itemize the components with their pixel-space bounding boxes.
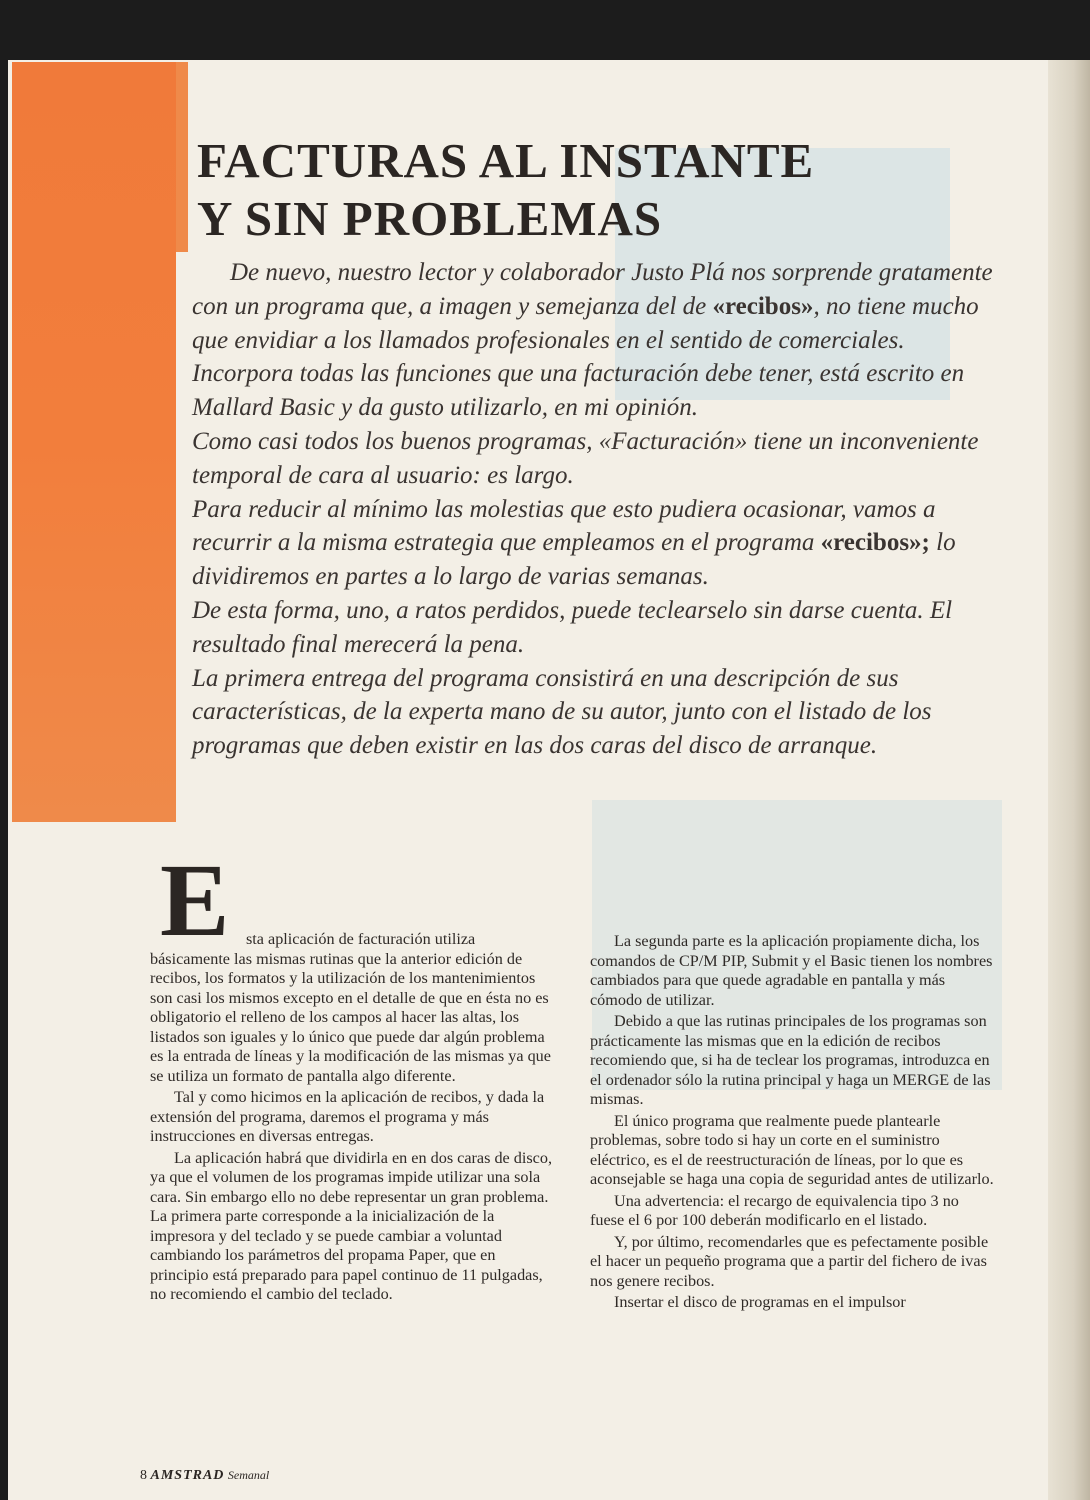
- magazine-name: AMSTRAD: [150, 1468, 225, 1483]
- body-left-paragraph-3: La aplicación habrá que dividirla en en dos caras de disco, ya que el volumen de los programas impide utilizar una sola cara. Sin embargo ello no debe representar un gran problema. La primera parte corresponde a la inicialización de la impresora y del teclado y se puede cambiar a voluntad cambiando los parámetros del propama Paper, que en principio está preparado para papel continuo de 11 pulgadas, no recomiendo el cambio del teclado.: [150, 1148, 553, 1303]
- intro-paragraph-4: [192, 493, 1014, 594]
- intro-paragraph-6: La primera entrega del programa consistirá en una descripción de sus características, de la experta mano de su autor, junto con el listado de los programas que deben existir en las dos caras del disco de arranque.: [192, 664, 932, 760]
- page-edge-shadow: [1048, 60, 1090, 1500]
- drop-cap: E: [160, 843, 230, 958]
- intro-paragraph-2: Incorpora todas las funciones que una facturación debe tener, está escrito en Mallard Basic y da gusto utilizarlo, en mi opinión.: [192, 360, 965, 422]
- headline-line-2: Y SIN PROBLEMAS: [197, 191, 663, 246]
- body-left-paragraph-1: básicamente las mismas rutinas que la anterior edición de recibos, los formatos y la utilización de los mantenimientos son casi los mismos excepto en el detalle de que en ésta no es obligatorio el relleno de los campos al hacer las altas, los listados son iguales y lo único que puede dar algún problema es la entrada de líneas y la modificación de las mismas ya que se utiliza un formato de pantalla algo diferente.: [150, 949, 551, 1085]
- intro-bold-recibos: «recibos»;: [820, 529, 930, 557]
- body-left-lead: sta aplicación de facturación utiliza: [246, 930, 476, 948]
- body-column-left: [150, 930, 555, 1307]
- body-left-paragraph-2: Tal y como hicimos en la aplicación de recibos, y dada la extensión del programa, daremos el programa y más instrucciones en diversas entregas.: [150, 1088, 545, 1145]
- body-right-paragraph-5: Y, por último, recomendarles que es pefectamente posible el hacer un pequeño programa que a partir del fichero de ivas nos genere recibos.: [590, 1232, 989, 1290]
- intro-bold-recibos: «recibos»: [712, 292, 814, 320]
- intro-paragraph-3: Como casi todos los buenos programas, «Facturación» tiene un inconveniente temporal de cara al usuario: es largo.: [192, 427, 979, 489]
- intro-text: , no tiene mucho que envidiar a los llamados profesionales en el sentido de comerciales.: [192, 292, 979, 354]
- page-number: 8: [140, 1468, 147, 1483]
- body-right-paragraph-3: El único programa que realmente puede plantearle problemas, sobre todo si hay un corte en el suministro eléctrico, es el de reestructuración de líneas, por lo que es aconsejable se haga una copia de seguridad antes de utilizarlo.: [590, 1111, 994, 1188]
- intro-text: lo dividiremos en partes a lo largo de varias semanas.: [192, 529, 956, 591]
- intro-paragraph-5: De esta forma, uno, a ratos perdidos, puede teclearselo sin darse cuenta. El resultado final merecerá la pena.: [192, 596, 953, 658]
- body-right-paragraph-6: Insertar el disco de programas en el impulsor: [614, 1293, 906, 1311]
- body-right-paragraph-1: La segunda parte es la aplicación propiamente dicha, los comandos de CP/M PIP, Submit y el Basic tienen los nombres cambiados para que quede agradable en pantalla y más cómodo de utilizar.: [590, 932, 993, 1009]
- article-intro: [192, 256, 1014, 763]
- magazine-issue: Semanal: [227, 1468, 270, 1482]
- intro-text: Para reducir al mínimo las molestias que esto pudiera ocasionar, vamos a recurrir a la misma estrategia que empleamos en el programa: [192, 495, 936, 557]
- intro-text: De nuevo, nuestro lector y colaborador Justo Plá nos sorprende gratamente con un programa que, a imagen y semejanza del de: [192, 259, 993, 320]
- article-headline: [197, 132, 814, 248]
- body-column-right: [590, 932, 995, 1315]
- body-right-paragraph-4: Una advertencia: el recargo de equivalencia tipo 3 no fuese el 6 por 100 deberán modificarlo en el listado.: [590, 1191, 959, 1229]
- orange-accent-strip: [176, 62, 188, 252]
- intro-paragraph-1: [192, 256, 1014, 357]
- orange-accent-block: [12, 62, 176, 822]
- body-right-paragraph-2: Debido a que las rutinas principales de los programas son prácticamente las mismas que en la edición de recibos recomiendo que, si ha de teclear los programas, introduzca en el ordenador sólo la rutina principal y haga un MERGE de las mismas.: [590, 1012, 991, 1108]
- headline-line-1: FACTURAS AL INSTANTE: [197, 133, 815, 188]
- page-footer: [140, 1468, 269, 1484]
